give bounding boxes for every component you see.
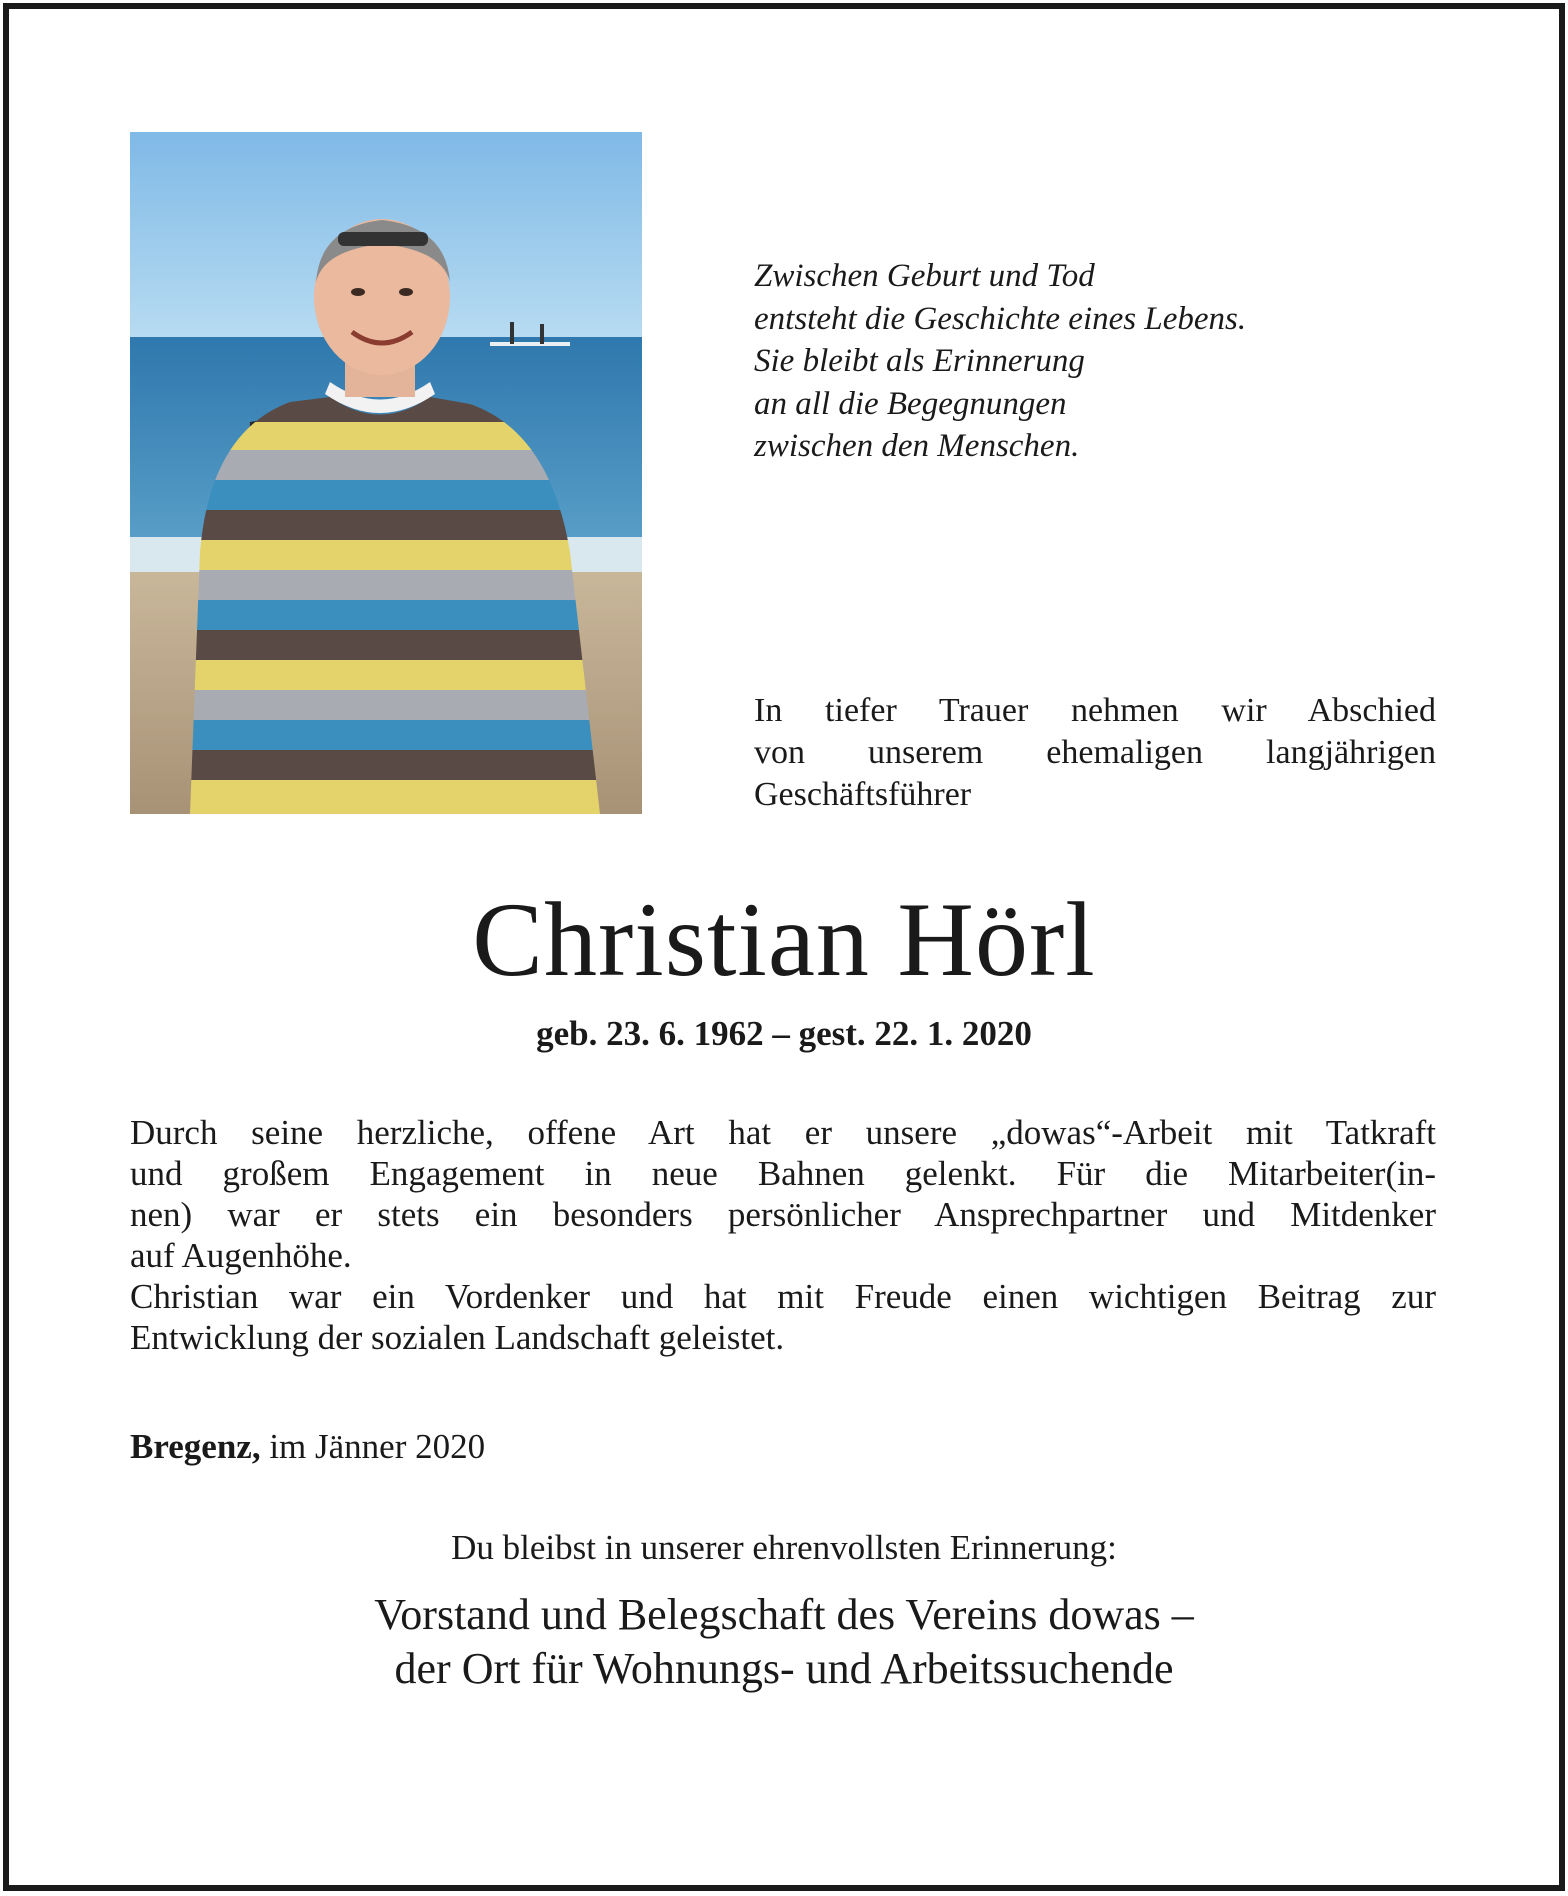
signature-line: der Ort für Wohnungs- und Arbeitssuchende <box>394 1644 1174 1693</box>
intro-line: Geschäftsführer <box>754 776 972 813</box>
portrait-photo <box>130 132 642 814</box>
closing-line: Du bleibst in unserer ehrenvollsten Erinnerung: <box>451 1528 1117 1567</box>
tribute-line: Entwicklung der sozialen Landschaft geleistet. <box>130 1318 785 1357</box>
place-city: Bregenz, <box>130 1427 261 1466</box>
place-date <box>130 1425 485 1469</box>
poem-line: an all die Begegnungen <box>754 385 1067 422</box>
intro-text <box>754 690 1436 816</box>
intro-line: von unserem ehemaligen langjährigen <box>754 734 1436 771</box>
tribute-line: Christian war ein Vordenker und hat mit Freude einen wichtigen Beitrag zur <box>130 1277 1436 1316</box>
tribute-text <box>130 1112 1436 1358</box>
poem-line: zwischen den Menschen. <box>754 428 1080 464</box>
signature <box>0 1588 1568 1696</box>
poem <box>754 255 1454 468</box>
poem-line: entsteht die Geschichte eines Lebens. <box>754 300 1247 337</box>
intro-line: In tiefer Trauer nehmen wir Abschied <box>754 692 1436 729</box>
place-date-text: im Jänner 2020 <box>260 1427 486 1466</box>
deceased-name: Christian Hörl <box>472 881 1096 998</box>
tribute-line: und großem Engagement in neue Bahnen gelenkt. Für die Mitarbeiter(in- <box>130 1154 1436 1193</box>
signature-line: Vorstand und Belegschaft des Vereins dowas – <box>374 1590 1194 1639</box>
tribute-line: auf Augenhöhe. <box>130 1236 352 1275</box>
tribute-line: nen) war er stets ein besonders persönlicher Ansprechpartner und Mitdenker <box>130 1195 1436 1234</box>
poem-line: Sie bleibt als Erinnerung <box>754 343 1085 379</box>
tribute-line: Durch seine herzliche, offene Art hat er unsere „dowas“-Arbeit mit Tatkraft <box>130 1113 1436 1152</box>
poem-line: Zwischen Geburt und Tod <box>754 258 1095 294</box>
life-dates: geb. 23. 6. 1962 – gest. 22. 1. 2020 <box>536 1014 1032 1053</box>
